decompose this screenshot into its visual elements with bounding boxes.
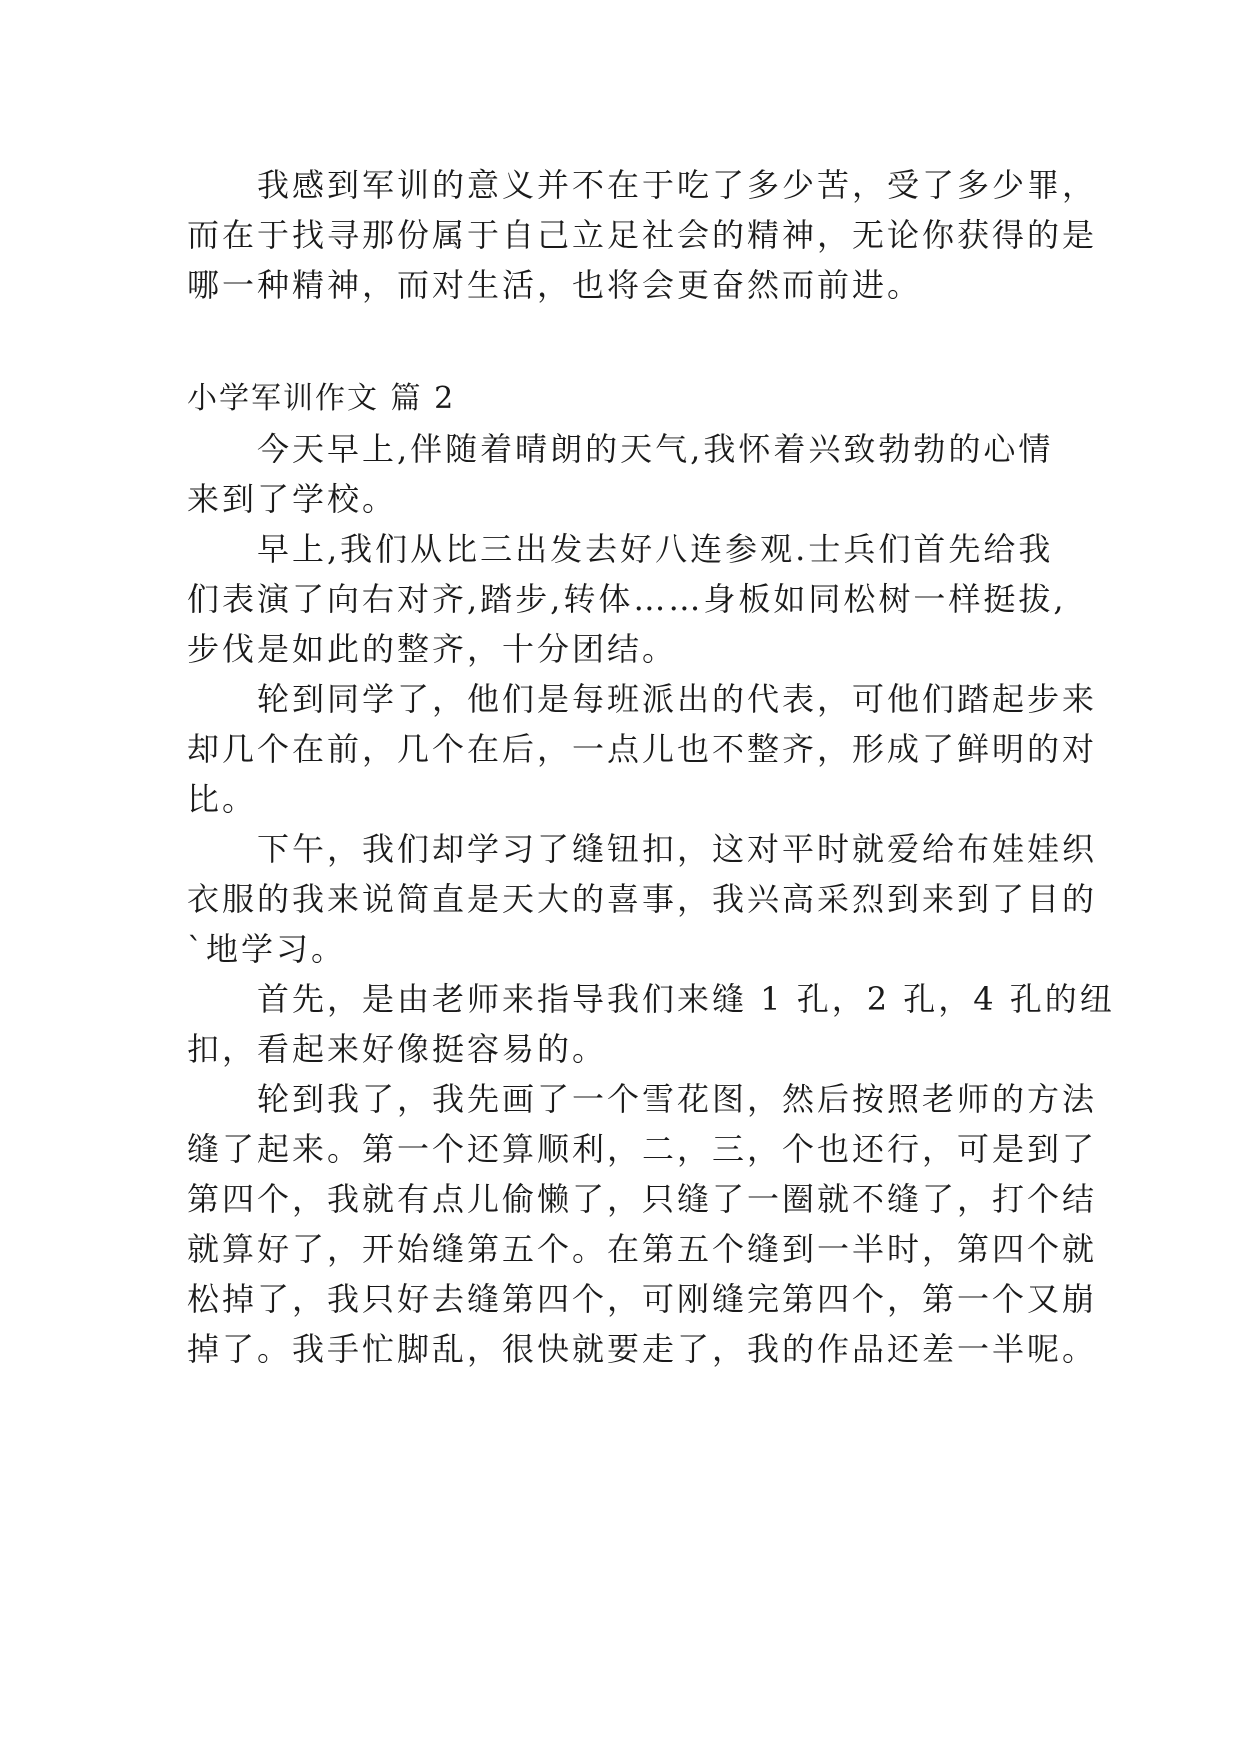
paragraph-4 (187, 674, 1098, 824)
paragraph-line: 早上,我们从比三出发去好八连参观.士兵们首先给我 (257, 530, 1054, 568)
paragraph-3 (187, 524, 1067, 674)
paragraph-line: 我感到军训的意义并不在于吃了多少苦，受了多少罪， (257, 166, 1098, 204)
paragraph-line: 就算好了，开始缝第五个。在第五个缝到一半时，第四个就 (187, 1230, 1098, 1268)
paragraph-line: 却几个在前，几个在后，一点儿也不整齐，形成了鲜明的对 (187, 730, 1098, 768)
paragraph-1 (187, 160, 1098, 310)
paragraph-7 (187, 1074, 1098, 1374)
paragraph-line: 来到了学校。 (187, 480, 398, 518)
spacer (187, 310, 1067, 374)
paragraph-line: 缝了起来。第一个还算顺利，二，三，个也还行，可是到了 (187, 1130, 1098, 1168)
paragraph-line: 轮到同学了，他们是每班派出的代表，可他们踏起步来 (257, 680, 1098, 718)
paragraph-line: `地学习。 (187, 930, 347, 968)
paragraph-line: 而在于找寻那份属于自己立足社会的精神，无论你获得的是 (187, 216, 1098, 254)
paragraph-line: 们表演了向右对齐,踏步,转体……身板如同松树一样挺拔, (187, 580, 1067, 618)
paragraph-6 (187, 974, 1115, 1074)
paragraph-line: 哪一种精神，而对生活，也将会更奋然而前进。 (187, 266, 923, 304)
paragraph-line: 松掉了，我只好去缝第四个，可刚缝完第四个，第一个又崩 (187, 1280, 1098, 1318)
paragraph-line: 轮到我了，我先画了一个雪花图，然后按照老师的方法 (257, 1080, 1098, 1118)
paragraph-line: 下午，我们却学习了缝钮扣，这对平时就爱给布娃娃织 (257, 830, 1098, 868)
paragraph-line: 扣，看起来好像挺容易的。 (187, 1030, 608, 1068)
paragraph-line: 比。 (187, 780, 258, 818)
paragraph-line: 第四个，我就有点儿偷懒了，只缝了一圈就不缝了，打个结 (187, 1180, 1098, 1218)
paragraph-line: 今天早上,伴随着晴朗的天气,我怀着兴致勃勃的心情 (257, 430, 1054, 468)
paragraph-line: 掉了。我手忙脚乱，很快就要走了，我的作品还差一半呢。 (187, 1330, 1098, 1368)
paragraph-line: 衣服的我来说简直是天大的喜事，我兴高采烈到来到了目的 (187, 880, 1098, 918)
paragraph-2 (187, 424, 1067, 524)
paragraph-line: 步伐是如此的整齐，十分团结。 (187, 630, 678, 668)
paragraph-line: 首先，是由老师来指导我们来缝 1 孔，2 孔，4 孔的纽 (257, 980, 1115, 1018)
section-title: 小学军训作文 篇 2 (187, 381, 456, 416)
document-body (187, 160, 1115, 1374)
paragraph-5 (187, 824, 1098, 974)
